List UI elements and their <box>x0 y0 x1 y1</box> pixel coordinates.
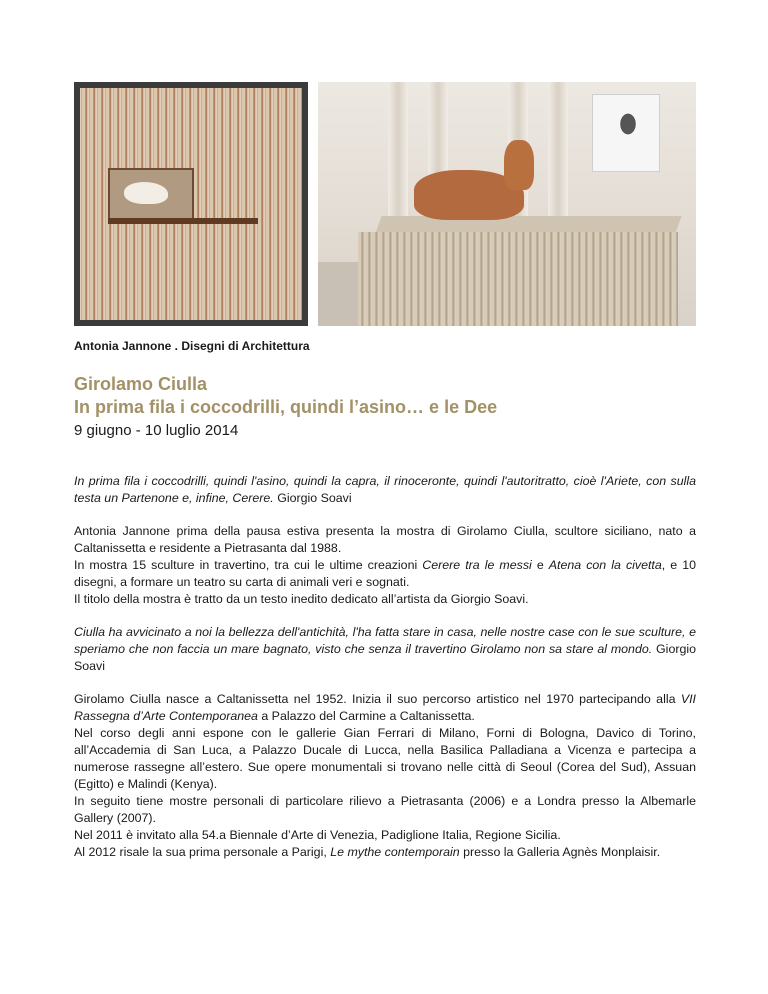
exhibition-title <box>74 373 497 419</box>
sculpture-relief-photo <box>74 82 308 326</box>
quote-paragraph <box>74 473 696 507</box>
bio-line <box>74 691 696 725</box>
artist-name: Girolamo Ciulla <box>74 374 208 394</box>
text-run: , e 10 disegni, a formare un teatro su carta di animali veri e sognati. <box>74 558 696 589</box>
bio-line <box>74 844 696 861</box>
donkey-sketch-shape <box>610 108 646 148</box>
text-run: Al 2012 risale la sua prima personale a Parigi, <box>74 845 331 859</box>
donkey-sculpture-photo <box>318 82 696 326</box>
quote-author: Giorgio Soavi <box>277 491 352 505</box>
text-run: presso la Galleria Agnès Monplaisir. <box>459 845 661 859</box>
exhibition-name: Le mythe contemporain <box>330 845 460 859</box>
ledge-shape <box>108 218 258 224</box>
text-run: e <box>531 558 549 572</box>
bio-paragraph <box>74 691 696 861</box>
intro-line: Il titolo della mostra è tratto da un testo inedito dedicato all’artista da Giorgio Soavi. <box>74 592 529 606</box>
donkey-head-shape <box>504 140 534 190</box>
bio-line: Nel 2011 è invitato alla 54.a Biennale d’Arte di Venezia, Padiglione Italia, Regione Sicilia. <box>74 828 561 842</box>
quote-text: In prima fila i coccodrilli, quindi l'asino, quindi la capra, il rinoceronte, quindi l'autoritratto, cioè l'Ariete, con sulla testa un Partenone e, infine, Cerere. <box>74 474 696 505</box>
text-run: a Palazzo del Carmine a Caltanissetta. <box>257 709 475 723</box>
gallery-caption: Antonia Jannone . Disegni di Architettura <box>74 339 310 353</box>
text-run: Girolamo Ciulla nasce a Caltanissetta nel 1952. Inizia il suo percorso artistico nel 1970 partecipando alla <box>74 692 681 706</box>
event-title: VII Rassegna d’Arte Contemporanea <box>74 692 696 723</box>
travertine-block-shape <box>358 232 678 326</box>
body-text <box>74 473 696 877</box>
text-run: In mostra 15 sculture in travertino, tra cui le ultime creazioni <box>74 558 423 572</box>
intro-line <box>74 557 696 591</box>
work-title: Atena con la civetta <box>548 558 662 572</box>
quote-paragraph <box>74 624 696 675</box>
quote-text: Ciulla ha avvicinato a noi la bellezza dell'antichità, l'ha fatta stare in casa, nelle nostre case con le sue sculture, e speriamo che non faccia un mare bagnato, visto che senza il travertino Girolamo non sa stare al mondo. <box>74 625 696 656</box>
exhibition-dates: 9 giugno - 10 luglio 2014 <box>74 422 239 439</box>
quote-author: Giorgio Soavi <box>74 642 696 673</box>
bio-line: In seguito tiene mostre personali di particolare rilievo a Pietrasanta (2006) e a Londra presso la Albemarle Gallery (2007). <box>74 794 696 825</box>
intro-line: Antonia Jannone prima della pausa estiva presenta la mostra di Girolamo Ciulla, scultore siciliano, nato a Caltanissetta e residente a Pietrasanta dal 1988. <box>74 524 696 555</box>
work-title: Cerere tra le messi <box>422 558 532 572</box>
header-images <box>74 82 696 326</box>
bio-line: Nel corso degli anni espone con le gallerie Gian Ferrari di Milano, Forni di Bologna, Davico di Torino, all’Accademia di San Luca, a Palazzo Ducale di Lucca, nella Basilica Palladiana a Vicenza e partecipa a numerose rassegne all’estero. Sue opere monumentali si trovano nelle città di Seoul (Corea del Sud), Assuan (Egitto) e Malindi (Kenya). <box>74 726 696 791</box>
exhibition-subtitle: In prima fila i coccodrilli, quindi l’asino… e le Dee <box>74 397 498 417</box>
intro-paragraph <box>74 523 696 608</box>
bird-shape <box>124 182 168 204</box>
